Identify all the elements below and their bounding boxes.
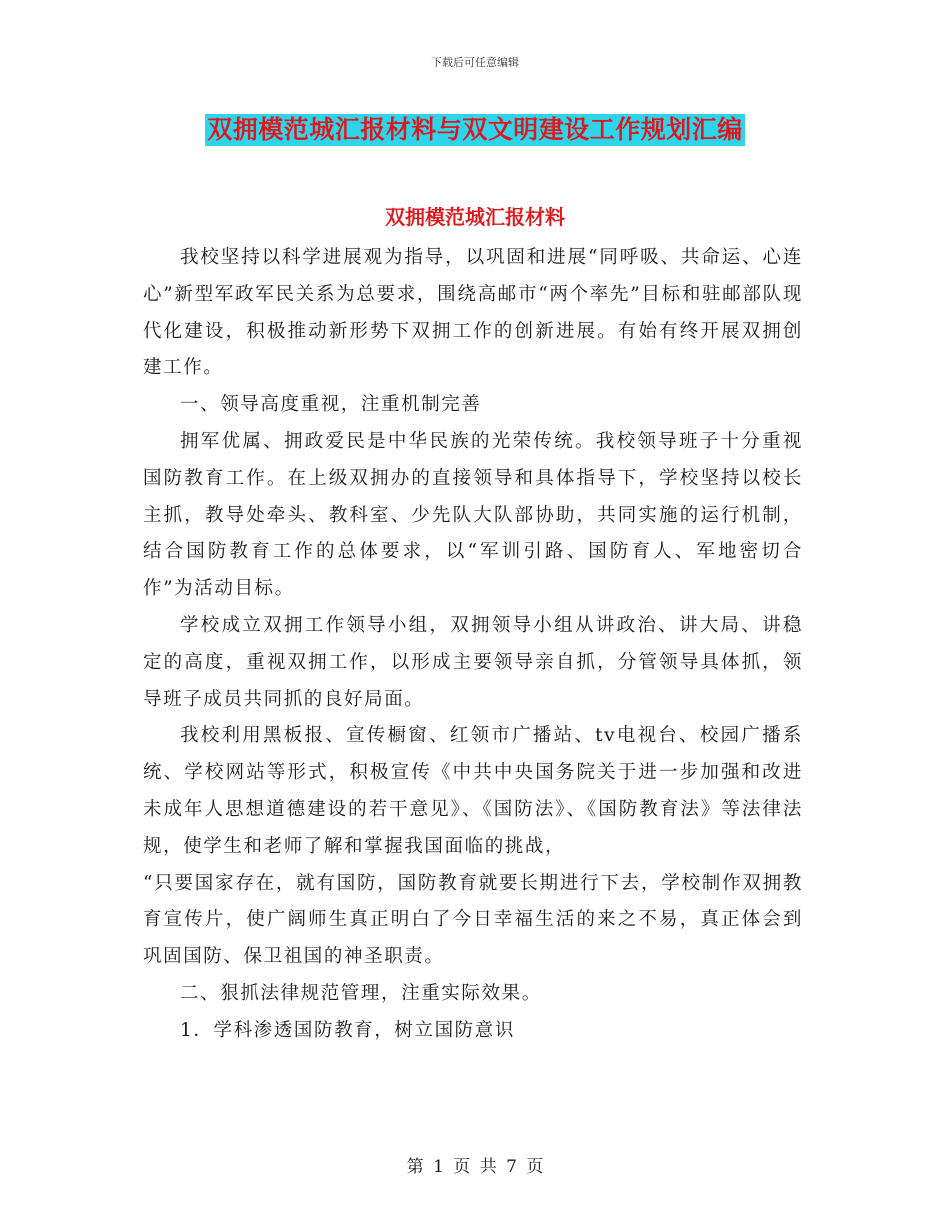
paragraph-intro: 我校坚持以科学进展观为指导，以巩固和进展“同呼吸、共命运、心连心”新型军政军民关系为总要求，围绕高邮市“两个率先”目标和驻邮部队现代化建设，积极推动新形势下双拥工作的创新进展。有始有终开展双拥创建工作。 [143, 247, 803, 379]
document-title-container [0, 114, 950, 146]
header-note: 下载后可任意编辑 [431, 56, 519, 69]
paragraph-tradition: 拥军优属、拥政爱民是中华民族的光荣传统。我校领导班子十分重视国防教育工作。在上级双拥办的直接领导和具体指导下，学校坚持以校长主抓，教导处牵头、教科室、少先队大队部协助，共同实施的运行机制，结合国防教育工作的总体要求，以“军训引路、国防育人、军地密切合作”为活动目标。 [143, 430, 803, 600]
paragraph-leadership-group: 学校成立双拥工作领导小组，双拥领导小组从讲政治、讲大局、讲稳定的高度，重视双拥工作，以形成主要领导亲自抓，分管领导具体抓，领导班子成员共同抓的良好局面。 [143, 614, 803, 710]
document-body [143, 240, 803, 1050]
page-indicator: 第 1 页 共 7 页 [406, 1157, 544, 1177]
heading-section-2: 二、狠抓法律规范管理，注重实际效果。 [180, 982, 542, 1004]
paragraph-publicity: 我校利用黑板报、宣传橱窗、红领市广播站、tv电视台、校园广播系统、学校网站等形式，积极宣传《中共中央国务院关于进一步加强和改进未成年人思想道德建设的若干意见》、《国防法》、《国防教育法》等法律法规，使学生和老师了解和掌握我国面临的挑战， [143, 725, 803, 857]
heading-section-1: 一、领导高度重视，注重机制完善 [180, 394, 482, 416]
paragraph-quote: “只要国家存在，就有国防，国防教育就要长期进行下去，学校制作双拥教育宣传片，使广阔师生真正明白了今日幸福生活的来之不易，真正体会到巩固国防、保卫祖国的神圣职责。 [143, 872, 803, 968]
document-title: 双拥模范城汇报材料与双文明建设工作规划汇编 [207, 115, 743, 144]
section-title: 双拥模范城汇报材料 [385, 205, 565, 229]
heading-subsection-1: 1．学科渗透国防教育，树立国防意识 [180, 1019, 515, 1041]
